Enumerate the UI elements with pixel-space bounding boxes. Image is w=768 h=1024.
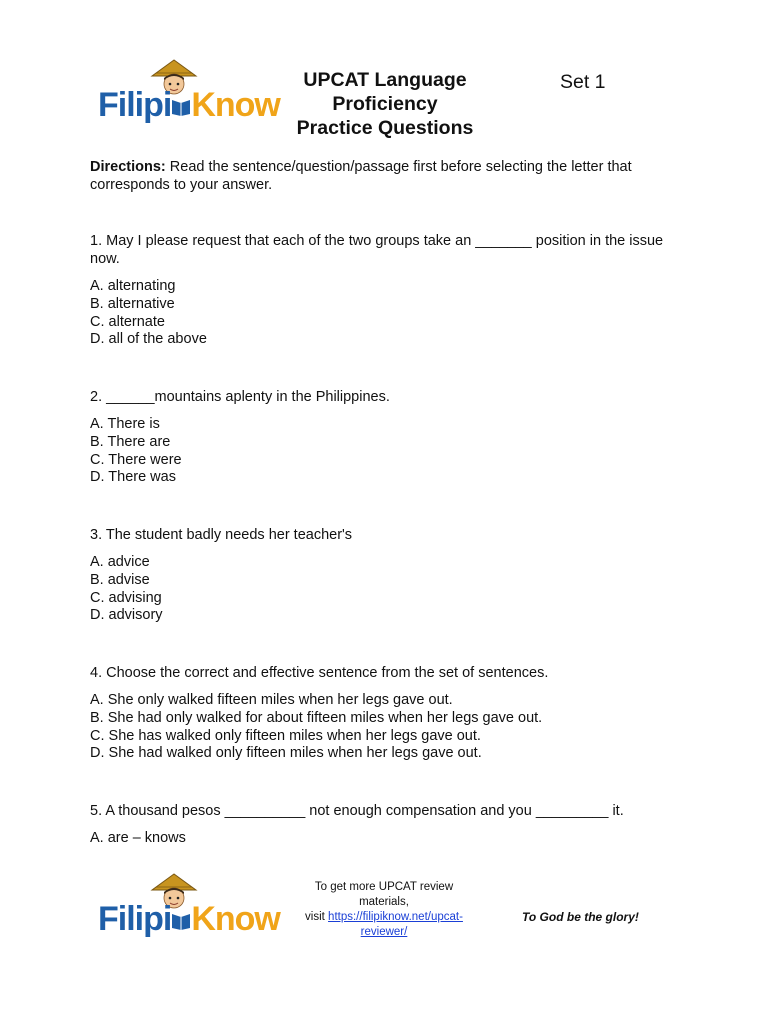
- option-a: A. alternating: [90, 278, 176, 294]
- book-icon: [171, 900, 191, 939]
- page-title: UPCAT Language Proficiency Practice Questions: [296, 69, 474, 139]
- question-4: [90, 664, 680, 763]
- logo-wordmark: Filipi Know: [98, 900, 280, 938]
- option-a: A. She only walked fifteen miles when her legs gave out.: [90, 692, 453, 708]
- question-text: 3. The student badly needs her teacher's: [90, 527, 353, 543]
- question-text: 5. A thousand pesos __________ not enough compensation and you _________ it.: [90, 803, 624, 819]
- question-1: [90, 232, 680, 349]
- question-text: 1. May I please request that each of the two groups take an _______ position in the issue now.: [90, 233, 664, 267]
- reviewer-link[interactable]: https://filipiknow.net/upcat-reviewer/: [328, 911, 463, 938]
- option-d: D. She had walked only fifteen miles when her legs gave out.: [90, 745, 482, 762]
- set-label: Set 1: [560, 71, 606, 93]
- filipiknow-logo: [92, 52, 280, 147]
- directions-label: Directions:: [90, 159, 166, 175]
- question-text: 4. Choose the correct and effective sentence from the set of sentences.: [90, 665, 549, 681]
- footer-info: [296, 880, 472, 940]
- question-5: [90, 802, 680, 848]
- footer-info-text: To get more UPCAT review materials,: [314, 881, 454, 908]
- option-a: A. There is: [90, 416, 160, 432]
- option-d: D. There was: [90, 469, 176, 486]
- option-c: C. advising: [90, 589, 162, 606]
- directions-text: Read the sentence/question/passage first before selecting the letter that corresponds to your answer.: [90, 159, 632, 193]
- question-2: [90, 388, 680, 487]
- option-a: A. are – knows: [90, 830, 186, 846]
- footer-visit: visit: [305, 911, 329, 923]
- footer-tagline: To God be the glory!: [522, 910, 639, 924]
- option-b: B. advise: [90, 571, 150, 588]
- option-b: B. alternative: [90, 295, 175, 312]
- question-text: 2. ______mountains aplenty in the Philippines.: [90, 389, 390, 405]
- option-c: C. There were: [90, 451, 182, 468]
- option-d: D. all of the above: [90, 331, 207, 348]
- question-3: [90, 526, 680, 625]
- option-c: C. alternate: [90, 313, 165, 330]
- option-c: C. She has walked only fifteen miles when her legs gave out.: [90, 727, 481, 744]
- logo-wordmark: Filipi Know: [98, 86, 280, 124]
- option-a: A. advice: [90, 554, 150, 570]
- book-icon: [171, 86, 191, 125]
- option-d: D. advisory: [90, 607, 163, 624]
- directions: [90, 158, 680, 194]
- footer-logo: [92, 866, 280, 961]
- option-b: B. She had only walked for about fifteen miles when her legs gave out.: [90, 709, 543, 726]
- option-b: B. There are: [90, 433, 171, 450]
